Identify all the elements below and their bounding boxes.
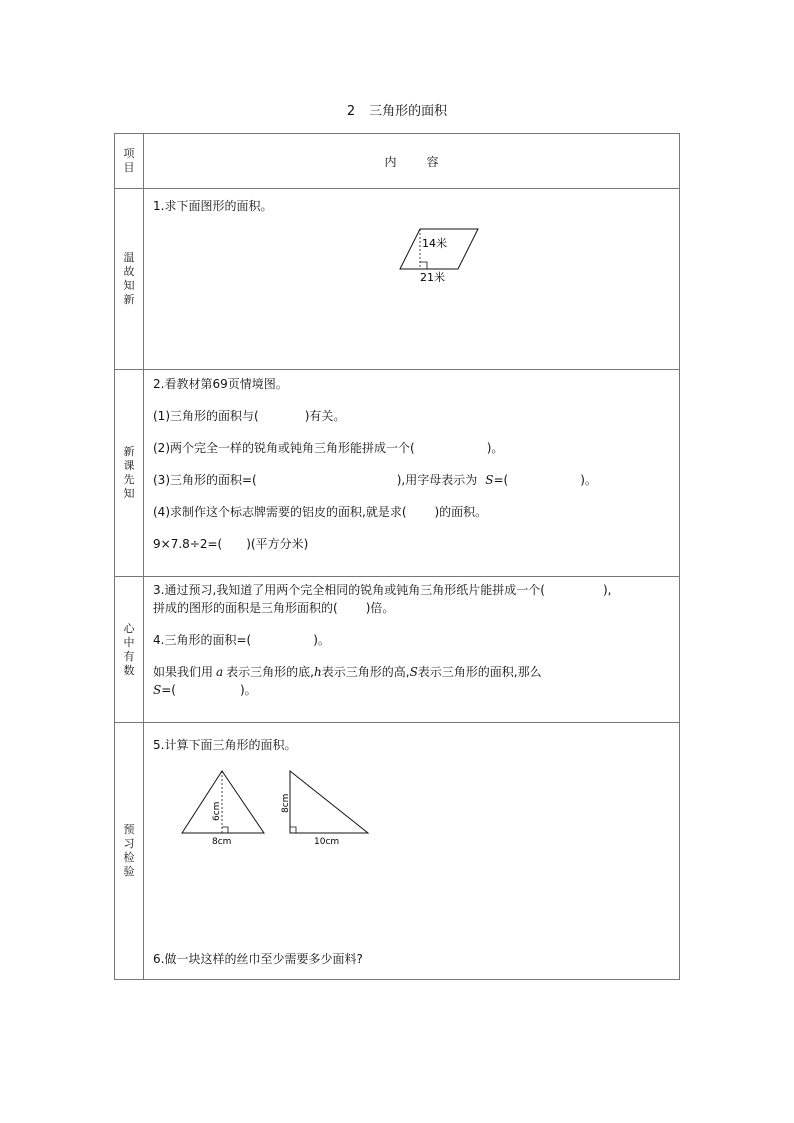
header-content-cell [144,134,680,189]
section-preview-row [115,370,680,577]
section-review-label: 温故知新 [123,251,135,306]
right-angle-mark [290,827,296,833]
q2-line-4-a: (4)求制作这个标志牌需要的铝皮的面积,就是求( [153,505,407,519]
parallelogram-figure [390,223,510,283]
section-review-row [115,189,680,370]
parallelogram-base-label: 21米 [420,271,445,283]
header-content-label-2: 容 [426,154,439,169]
title-text: 三角形的面积 [369,104,448,119]
q4-b: )。 [313,633,330,647]
header-item-cell [115,134,144,189]
var-s: S [409,665,418,679]
q2-line-5-b: )(平方分米) [246,537,309,551]
section-test-label: 预习检验 [123,823,135,878]
if-d: 表示三角形的面积,那么 [417,665,542,679]
s-eq-b: =( [161,683,176,697]
worksheet-table [114,133,680,980]
question-6-text: 6.做一块这样的丝巾至少需要多少面料? [153,952,363,966]
right-angle-mark [222,827,228,833]
q3-line-1-a: 3.通过预习,我知道了用两个完全相同的锐角或钝角三角形纸片能拼成一个( [153,583,545,597]
formula-line-1 [153,663,670,681]
right-angle-mark [420,262,427,269]
q3-line-2 [153,599,670,617]
q2-line-4 [153,503,670,521]
section-review-content [144,189,680,370]
q2-line-1 [153,407,670,425]
triangle-2-height-label: 8cm [281,793,291,813]
q2-line-4-b: )的面积。 [434,505,488,519]
if-c: 表示三角形的高, [321,665,410,679]
q2-line-3-b: ),用字母表示为 [396,473,478,487]
var-h: h [314,665,322,679]
formula-line-2 [153,681,670,699]
triangle-1-height-label: 6cm [212,801,222,821]
triangles-figure [178,767,388,857]
q2-line-1-a: (1)三角形的面积与( [153,409,259,423]
q2-line-3-d: )。 [580,473,597,487]
q2-line-2-b: )。 [486,441,504,455]
triangle-1-shape [182,771,264,833]
section-check-label-cell [115,577,144,723]
q2-line-3 [153,471,670,489]
q2-line-2-a: (2)两个完全一样的锐角或钝角三角形能拼成一个( [153,441,415,455]
q2-line-3-a: (3)三角形的面积=( [153,473,257,487]
q2-line-2 [153,439,670,457]
header-item-label: 项目 [123,147,135,174]
title-number: 2 [346,104,356,119]
section-check-label: 心中有数 [123,621,135,677]
triangle-2-base-label: 10cm [314,837,340,847]
q3-line-2-b: )倍。 [365,601,395,615]
if-a: 如果我们用 [153,665,214,679]
question-1-text: 1.求下面图形的面积。 [153,199,273,213]
s-eq-c: )。 [239,683,257,697]
var-s: S [153,683,162,697]
q3-line-1 [153,581,670,599]
section-check-content [144,577,680,723]
section-test-row [115,723,680,980]
question-5-text: 5.计算下面三角形的面积。 [153,738,297,752]
section-preview-label: 新课先知 [123,445,135,500]
q2-line-5-a: 9×7.8÷2=( [153,537,223,551]
section-review-label-cell [115,189,144,370]
header-row [115,134,680,189]
triangle-1-base-label: 8cm [212,837,232,847]
triangle-2-shape [290,771,368,833]
q2-line-1-b: )有关。 [304,409,346,423]
section-preview-content [144,370,680,577]
var-a: a [216,665,224,679]
section-preview-label-cell [115,370,144,577]
section-test-content [144,723,680,980]
q4-a: 4.三角形的面积=( [153,633,252,647]
if-b: 表示三角形的底, [226,665,314,679]
var-s: S [485,473,494,487]
header-content-label-1: 内 [384,154,397,169]
q3-line-2-a: 拼成的图形的面积是三角形面积的( [153,601,338,615]
parallelogram-height-label: 14米 [422,237,447,250]
section-test-label-cell [115,723,144,980]
page-title [0,100,794,119]
section-check-row [115,577,680,723]
question-2-text: 2.看教材第69页情境图。 [153,377,288,391]
q2-line-5 [153,535,670,553]
q4-line [153,631,670,649]
q2-line-3-c: =( [493,473,509,487]
q3-line-1-b: ), [602,583,612,597]
